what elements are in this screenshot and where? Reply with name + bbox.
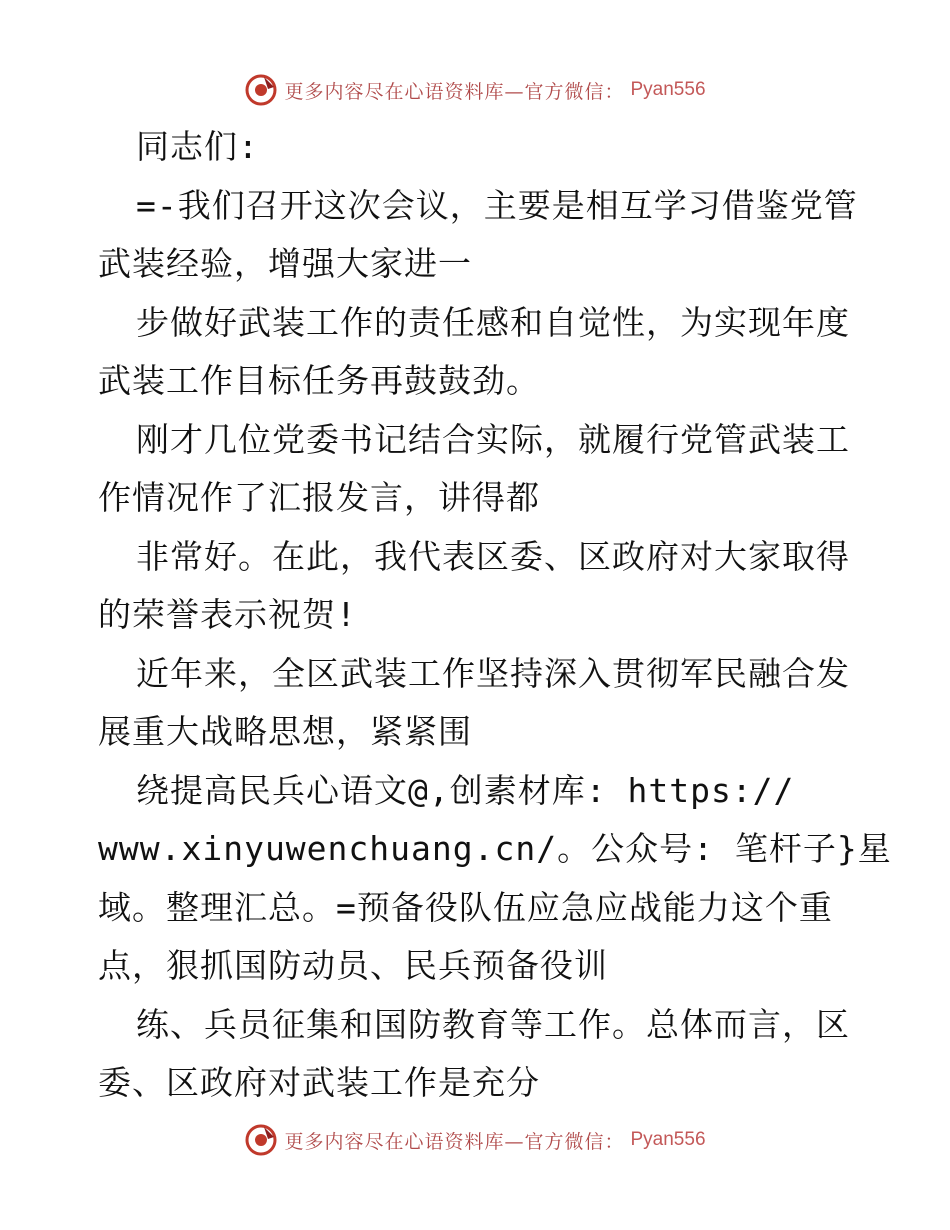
body-line: 武装工作目标任务再鼓鼓劲。 (98, 361, 540, 400)
body-line: 点，狠抓国防动员、民兵预备役训 (98, 946, 608, 985)
banner-wechat-id: Pyan556 (630, 1129, 706, 1150)
logo-icon (244, 73, 278, 107)
body-line: 同志们: (136, 127, 259, 166)
body-line: 域。整理汇总。=预备役队伍应急应战能力这个重 (98, 887, 833, 927)
body-line: 刚才几位党委书记结合实际，就履行党管武装工 (136, 419, 850, 459)
header-watermark-banner (0, 70, 950, 110)
body-line: 的荣誉表示祝贺! (98, 595, 357, 634)
body-line: 武装经验，增强大家进一 (98, 244, 472, 283)
document-body (98, 118, 892, 1113)
body-line: 练、兵员征集和国防教育等工作。总体而言，区 (136, 1004, 850, 1044)
banner-text: 更多内容尽在心语资料库—官方微信： (284, 80, 625, 103)
body-line: 作情况作了汇报发言，讲得都 (98, 478, 540, 517)
footer-watermark-banner (0, 1120, 950, 1160)
body-line: www.xinyuwenchuang.cn/。公众号: 笔杆子}星 (98, 829, 892, 868)
logo-icon (244, 1123, 278, 1157)
body-line: 步做好武装工作的责任感和自觉性，为实现年度 (136, 302, 850, 342)
body-line: 绕提高民兵心语文@,创素材库: https:// (136, 770, 795, 810)
body-line: =-我们召开这次会议，主要是相互学习借鉴党管 (136, 185, 858, 225)
body-line: 展重大战略思想，紧紧围 (98, 712, 472, 751)
banner-text: 更多内容尽在心语资料库—官方微信： (284, 1130, 625, 1153)
banner-wechat-id: Pyan556 (630, 79, 706, 100)
body-line: 非常好。在此，我代表区委、区政府对大家取得 (136, 536, 850, 576)
body-line: 近年来，全区武装工作坚持深入贯彻军民融合发 (136, 653, 850, 693)
body-line: 委、区政府对武装工作是充分 (98, 1063, 540, 1102)
